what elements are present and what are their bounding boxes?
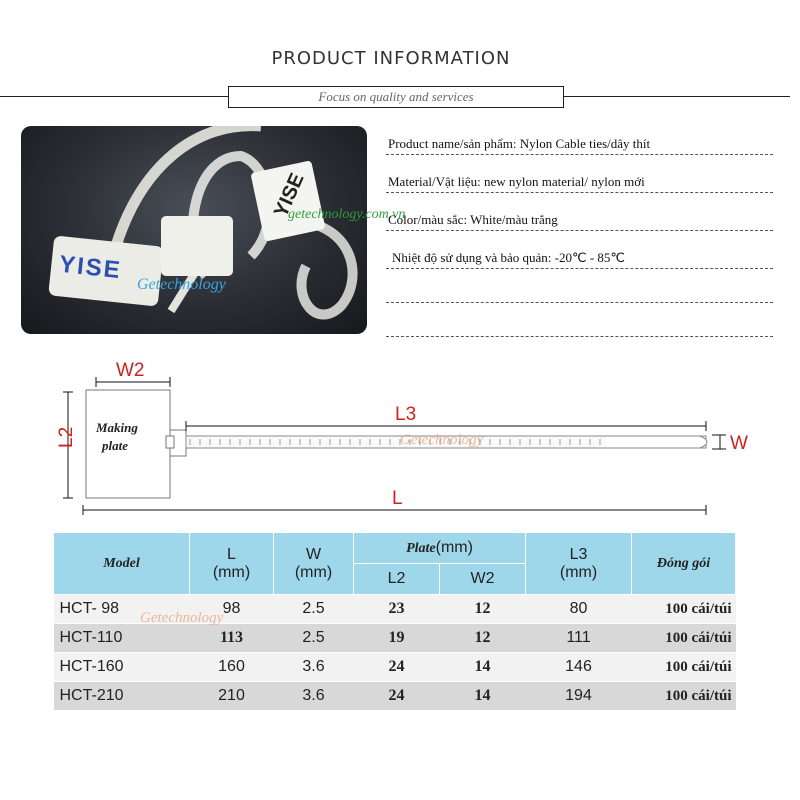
spec-line [386, 248, 773, 269]
table-row [54, 624, 736, 653]
spec-text: Color/màu sắc: White/màu trắng [388, 212, 558, 227]
cell-pack: 100 cái/túi [632, 624, 736, 653]
cell-model: HCT- 98 [54, 595, 190, 624]
cell-w: 3.6 [274, 682, 354, 711]
label-l2: L2 [56, 426, 77, 448]
spec-text: Product name/sản phẩm: Nylon Cable ties/dây thít [388, 136, 651, 151]
cell-l2: 24 [354, 682, 440, 711]
spec-line [386, 282, 773, 303]
header-w2: W2 [440, 564, 526, 595]
spec-line [386, 172, 773, 193]
cell-l: 210 [190, 682, 274, 711]
plate-label-left: YISE [57, 250, 123, 285]
page-title: PRODUCT INFORMATION [271, 48, 511, 69]
header-pack: Đóng gói [632, 533, 736, 595]
cell-w2: 12 [440, 595, 526, 624]
plate-text-line1: Making [96, 420, 138, 435]
cell-model: HCT-110 [54, 624, 190, 653]
label-w: W [730, 433, 748, 454]
photo-watermark: Getechnology [137, 276, 226, 293]
cell-pack: 100 cái/túi [632, 653, 736, 682]
header-plate: Plate(mm) [354, 533, 526, 564]
cell-l2: 24 [354, 653, 440, 682]
table-watermark: Getechnology [140, 610, 224, 626]
cell-l: 98 [190, 595, 274, 624]
cell-w: 2.5 [274, 624, 354, 653]
cell-l3: 111 [526, 624, 632, 653]
cell-w2: 14 [440, 653, 526, 682]
spec-line [386, 316, 773, 337]
header-l: L (mm) [190, 533, 274, 595]
spec-text: Material/Vật liệu: new nylon material/ nylon mới [388, 174, 645, 189]
cell-w: 2.5 [274, 595, 354, 624]
dimension-diagram [40, 352, 770, 527]
cell-model: HCT-210 [54, 682, 190, 711]
cell-l: 160 [190, 653, 274, 682]
plate-text-line2: plate [102, 438, 128, 453]
header-w: W (mm) [274, 533, 354, 595]
cell-l: 113 [190, 624, 274, 653]
product-photo [21, 126, 367, 334]
cell-pack: 100 cái/túi [632, 595, 736, 624]
spec-line [386, 134, 773, 155]
label-l3: L3 [395, 404, 417, 425]
cable-tie-illustration [21, 126, 367, 334]
cell-l3: 146 [526, 653, 632, 682]
cell-model: HCT-160 [54, 653, 190, 682]
plate-label-right: YISE [270, 170, 309, 221]
cell-l3: 194 [526, 682, 632, 711]
table-row [54, 682, 736, 711]
cell-w2: 14 [440, 682, 526, 711]
diagram-watermark: Getechnology [400, 432, 484, 448]
cell-w: 3.6 [274, 653, 354, 682]
header-l3: L3 (mm) [526, 533, 632, 595]
page-subtitle: Focus on quality and services [228, 86, 564, 108]
cell-l3: 80 [526, 595, 632, 624]
site-watermark: getechnology.com.vn [288, 207, 406, 222]
table-row [54, 653, 736, 682]
cell-w2: 12 [440, 624, 526, 653]
spec-text: Nhiệt độ sử dụng và bảo quản: -20℃ - 85℃ [392, 250, 626, 265]
label-l: L [392, 488, 403, 509]
header-model: Model [54, 533, 190, 595]
spec-line [386, 210, 773, 231]
label-w2: W2 [116, 360, 145, 381]
header-l2: L2 [354, 564, 440, 595]
cell-pack: 100 cái/túi [632, 682, 736, 711]
cell-l2: 19 [354, 624, 440, 653]
cell-l2: 23 [354, 595, 440, 624]
